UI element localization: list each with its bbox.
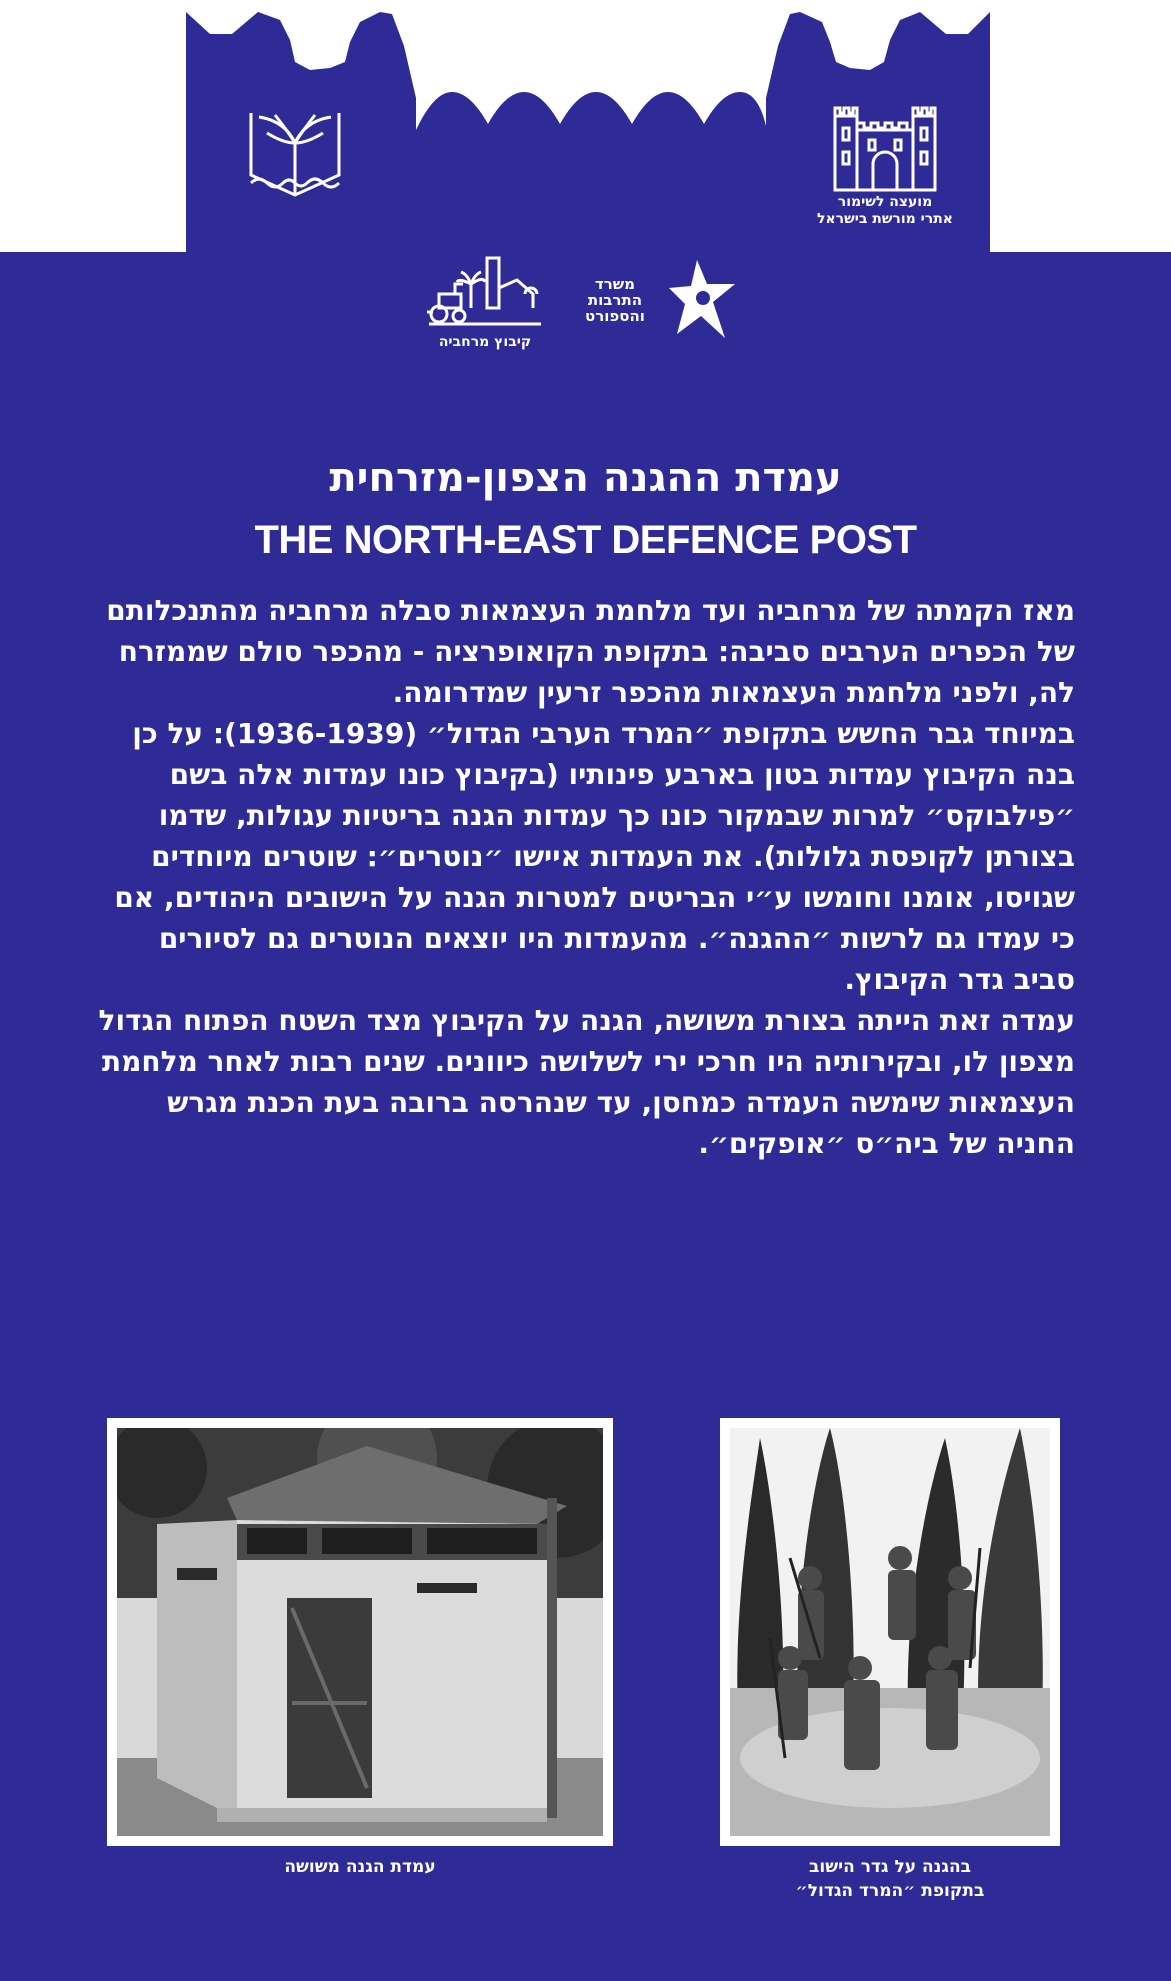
- photo-defence-post: [107, 1418, 613, 1846]
- ministry-culture-logo: [585, 258, 755, 342]
- ministry-name: [585, 276, 645, 324]
- caption-right-line1: בהגנה על גדר הישוב: [809, 1857, 971, 1877]
- star-figure-icon: [667, 258, 737, 342]
- regional-caption-line1: מועצה אזורית: [249, 203, 341, 219]
- body-text: [95, 590, 1075, 1164]
- title-hebrew: עמדת ההגנה הצפון-מזרחית: [329, 455, 842, 501]
- caption-right-line2: בתקופת ״המרד הגדול״: [795, 1881, 985, 1901]
- kibbutz-skyline-icon: [425, 254, 545, 334]
- body-paragraph-3: עמדה זאת הייתה בצורת משושה, הגנה על הקיבוץ מצד השטח הפתוח הגדול מצפון לו, ובקירותיה היו חרכי ירי לשלושה כיוונים. שנים רבות לאחר מלחמת העצמאות שימשה העמדה כמחסן, עד שנהרסה ברובה בעת הכנת מגרש החניה של ביה״ס ״אופקים״.: [98, 1004, 1075, 1160]
- guards-group-photo: [730, 1428, 1050, 1836]
- castle-gate-icon: [825, 94, 945, 194]
- photo-guards-group: [720, 1418, 1060, 1846]
- ministry-line1: משרד: [594, 275, 635, 293]
- regional-caption-line2: עמק יזרעאל: [254, 220, 336, 236]
- heritage-caption-line1: מועצה לשימור: [837, 194, 933, 210]
- ministry-line3: והספורט: [585, 307, 645, 325]
- caption-guards: [700, 1855, 1080, 1903]
- hexagonal-post-photo: [117, 1428, 603, 1836]
- heritage-caption-line2: אתרי מורשת בישראל: [817, 211, 953, 227]
- body-paragraph-2: במיוחד גבר החשש בתקופת ״המרד הערבי הגדול״ (1936-1939): על כן בנה הקיבוץ עמדות בטון בארבע פינותיו (בקיבוץ כונו עמדות אלה בשם ״פילבוקס״ למרות שבמקור כונו כך עמדות הגנה בריטיות עגולות, שדמו בצורתן לקופסת גלולות). את העמדות איישו ״נוטרים״: שוטרים מיוחדים שגויסו, אומנו וחומשו ע״י הבריטים למטרות הגנה על הישובים היהודים, אם כי עמדו גם לרשות ״ההגנה״. מהעמדות היו יוצאים הנוטרים גם לסיורים סביב גדר הקיבוץ.: [114, 717, 1075, 996]
- open-book-icon: [245, 103, 345, 203]
- ministry-line2: התרבות: [587, 291, 643, 309]
- body-paragraph-1: מאז הקמתה של מרחביה ועד מלחמת העצמאות סבלה מרחביה מהתנכלותם של הכפרים הערבים סביבה: בתקופת הקואופרציה - מהכפר סולם שממזרח לה, ולפני מלחמת העצמאות מהכפר זרעין שמדרומה.: [106, 594, 1075, 709]
- kibbutz-logo: [420, 254, 550, 351]
- regional-council-logo: [225, 103, 365, 237]
- title-english: THE NORTH-EAST DEFENCE POST: [254, 518, 917, 562]
- heritage-council-logo: [795, 94, 975, 228]
- caption-defence-post: [107, 1855, 613, 1879]
- caption-left-text: עמדת הגנה משושה: [284, 1857, 436, 1877]
- kibbutz-caption: קיבוץ מרחביה: [438, 334, 532, 350]
